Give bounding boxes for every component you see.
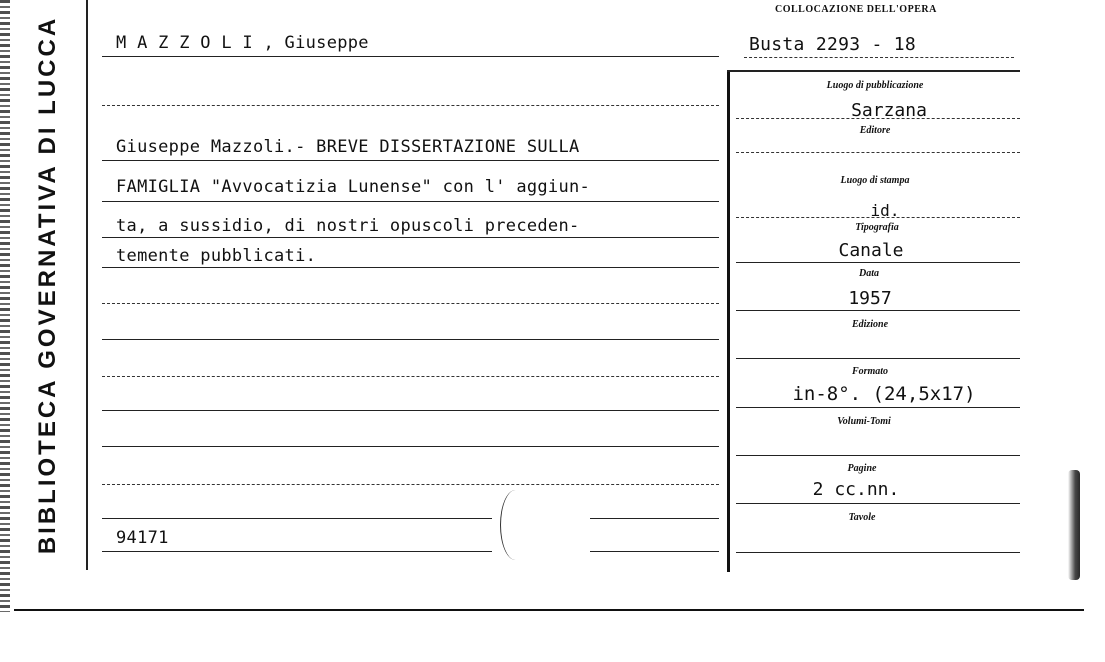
fields-column-rule (727, 72, 730, 572)
field-rule (736, 152, 1020, 153)
handwritten-bracket (500, 490, 531, 560)
ruled-line (102, 267, 719, 268)
left-margin-rule (86, 0, 88, 570)
ruled-line (102, 446, 719, 447)
label-data: Data (859, 268, 879, 279)
ruled-line (102, 551, 492, 552)
card-right-edge (1068, 470, 1080, 580)
label-formato: Formato (851, 366, 889, 377)
card-bottom-edge (14, 609, 1084, 611)
description-line-1: Giuseppe Mazzoli.- BREVE DISSERTAZIONE SULLA (116, 137, 580, 157)
description-line-4: temente pubblicati. (116, 246, 317, 266)
ruled-line (102, 237, 719, 238)
field-rule (736, 552, 1020, 553)
label-editore: Editore (859, 125, 891, 136)
label-luogo-stampa: Luogo di stampa (840, 175, 910, 186)
value-data: 1957 (848, 288, 892, 309)
label-tipografia: Tipografia (855, 222, 899, 233)
fields-top-rule (727, 70, 1020, 72)
field-rule (736, 455, 1020, 456)
shelfmark-underline (744, 57, 1014, 58)
ruled-line (102, 518, 492, 519)
ruled-line (102, 160, 719, 161)
location-header: COLLOCAZIONE DELL'OPERA (775, 4, 937, 15)
ruled-line (102, 376, 719, 377)
inventory-number: 94171 (116, 528, 169, 548)
field-rule (736, 118, 1020, 119)
field-rule (736, 262, 1020, 263)
card-left-edge (0, 0, 10, 612)
library-stamp: BIBLIOTECA GOVERNATIVA DI LUCCA (34, 15, 61, 555)
value-luogo-stampa: id. (870, 201, 900, 220)
author-name: M A Z Z O L I , Giuseppe (116, 33, 369, 53)
ruled-line (102, 201, 719, 202)
value-tipografia: Canale (838, 240, 904, 261)
ruled-line (102, 339, 719, 340)
field-rule (736, 503, 1020, 504)
ruled-line (590, 551, 719, 552)
value-pagine: 2 cc.nn. (812, 479, 900, 500)
description-line-2: FAMIGLIA "Avvocatizia Lunense" con l' aggiun- (116, 177, 591, 197)
field-rule (736, 310, 1020, 311)
field-rule (736, 358, 1020, 359)
ruled-line (102, 484, 719, 485)
label-tavole: Tavole (848, 512, 876, 523)
label-volumi: Volumi-Tomi (837, 416, 891, 427)
description-line-3: ta, a sussidio, di nostri opuscoli preceden- (116, 216, 580, 236)
author-underline (102, 56, 719, 57)
label-edizione: Edizione (851, 319, 889, 330)
field-rule (736, 217, 1020, 218)
value-luogo-pubblicazione: Sarzana (851, 100, 927, 121)
value-formato: in-8°. (24,5x17) (792, 383, 976, 405)
label-pagine: Pagine (847, 463, 877, 474)
ruled-line (102, 410, 719, 411)
shelfmark: Busta 2293 - 18 (749, 34, 917, 55)
ruled-line (590, 518, 719, 519)
label-luogo-pubblicazione: Luogo di pubblicazione (826, 80, 924, 91)
ruled-line (102, 303, 719, 304)
ruled-line (102, 105, 719, 106)
field-rule (736, 407, 1020, 408)
